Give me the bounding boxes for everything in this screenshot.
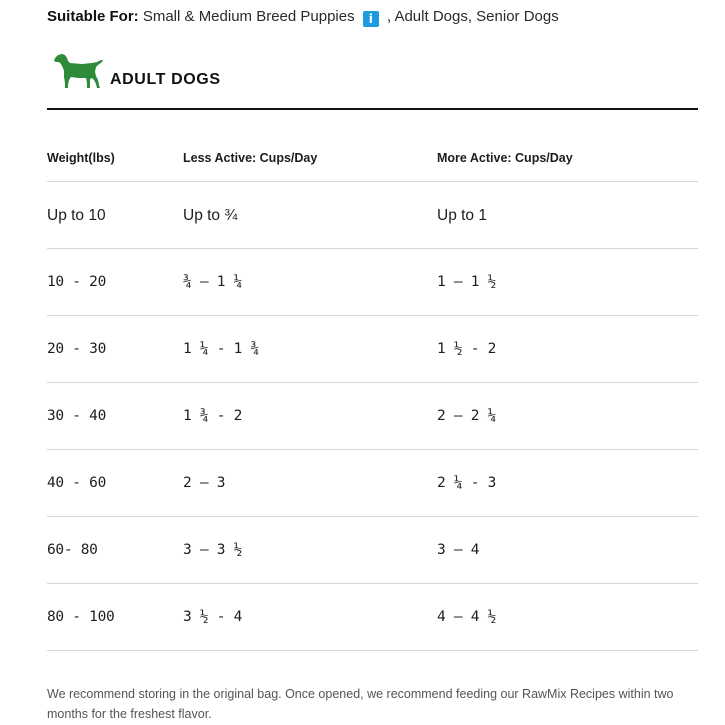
table-row bbox=[47, 182, 698, 249]
suitable-for-line bbox=[47, 7, 559, 27]
more-active-cell: Up to 1 bbox=[437, 207, 487, 224]
less-active-cell: 1 ¼ - 1 ¾ bbox=[183, 341, 259, 357]
storage-footnote: We recommend storing in the original bag. Once opened, we recommend feeding our RawMix Recipes within two months for the freshest flavor. bbox=[47, 687, 674, 721]
suitable-for-rest: , Adult Dogs, Senior Dogs bbox=[386, 8, 559, 25]
table-row bbox=[47, 517, 698, 584]
header-more-active: More Active: Cups/Day bbox=[437, 151, 573, 165]
section-header bbox=[52, 50, 221, 90]
section-title: ADULT DOGS bbox=[110, 71, 221, 88]
table-header-row bbox=[47, 110, 698, 182]
feeding-table bbox=[47, 110, 698, 651]
table-row bbox=[47, 584, 698, 651]
header-less-active: Less Active: Cups/Day bbox=[183, 151, 318, 165]
more-active-cell: 1 ½ - 2 bbox=[437, 341, 497, 357]
less-active-cell: 1 ¾ - 2 bbox=[183, 408, 243, 424]
dog-silhouette-icon bbox=[52, 52, 104, 90]
info-icon[interactable]: i bbox=[363, 11, 379, 27]
more-active-cell: 1 – 1 ½ bbox=[437, 274, 497, 290]
less-active-cell: 2 – 3 bbox=[183, 475, 226, 491]
table-row bbox=[47, 383, 698, 450]
table-row bbox=[47, 450, 698, 517]
table-row bbox=[47, 249, 698, 316]
more-active-cell: 4 – 4 ½ bbox=[437, 609, 497, 625]
weight-cell: 10 - 20 bbox=[47, 274, 107, 290]
weight-cell: 40 - 60 bbox=[47, 475, 107, 491]
suitable-for-puppies: Small & Medium Breed Puppies bbox=[142, 8, 355, 25]
more-active-cell: 3 – 4 bbox=[437, 542, 480, 558]
weight-cell: 20 - 30 bbox=[47, 341, 107, 357]
weight-cell: 60- 80 bbox=[47, 542, 98, 558]
weight-cell: 30 - 40 bbox=[47, 408, 107, 424]
less-active-cell: ¾ – 1 ¼ bbox=[183, 274, 243, 290]
weight-cell: 80 - 100 bbox=[47, 609, 115, 625]
more-active-cell: 2 ¼ - 3 bbox=[437, 475, 497, 491]
less-active-cell: 3 ½ - 4 bbox=[183, 609, 243, 625]
weight-cell: Up to 10 bbox=[47, 207, 106, 224]
table-row bbox=[47, 316, 698, 383]
less-active-cell: 3 – 3 ½ bbox=[183, 542, 243, 558]
header-weight: Weight(lbs) bbox=[47, 151, 115, 165]
more-active-cell: 2 – 2 ¼ bbox=[437, 408, 497, 424]
less-active-cell: Up to ¾ bbox=[183, 207, 238, 224]
suitable-for-label: Suitable For: bbox=[47, 8, 139, 25]
